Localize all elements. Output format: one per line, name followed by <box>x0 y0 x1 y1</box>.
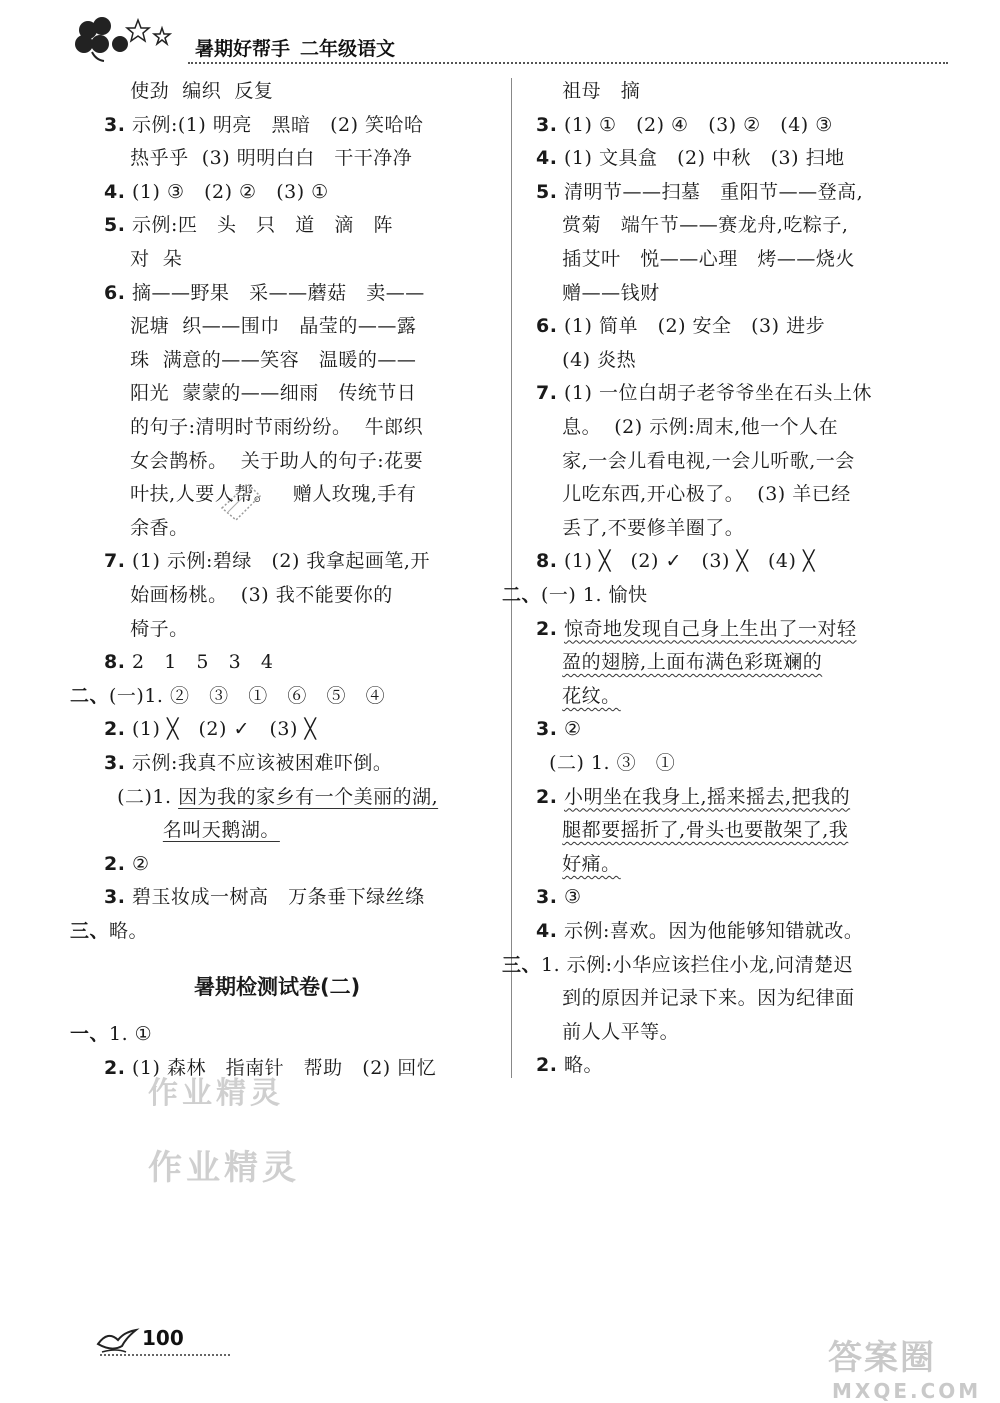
question-number: 5. <box>104 214 126 237</box>
question-number: 4. <box>536 920 558 942</box>
answer-line <box>70 918 148 944</box>
answer-line <box>536 212 848 238</box>
answer-text: 泥塘 织——围巾 晶莹的——露 <box>104 315 417 338</box>
answer-line <box>104 347 416 373</box>
answer-text: 珠 满意的——笑容 温暖的—— <box>104 348 417 371</box>
question-number: 3. <box>536 718 558 741</box>
answer-text: 摘——野果 采——蘑菇 卖—— <box>125 281 425 304</box>
question-number: 2. <box>104 1056 126 1079</box>
answer-text: 到的原因并记录下来。因为纪律面 <box>536 987 855 1010</box>
answer-line <box>536 145 845 171</box>
question-number: 7. <box>104 550 126 573</box>
answer-line <box>104 145 412 171</box>
question-number: 3. <box>104 752 126 774</box>
question-number: 4. <box>536 147 558 170</box>
answer-text: 女会鹊桥。 关于助人的句子:花要 <box>104 449 424 472</box>
question-number: 7. <box>536 382 558 405</box>
answer-text: (二) 1. ③ ① <box>536 752 676 774</box>
answer-line <box>536 985 855 1011</box>
answer-text: ② <box>125 852 150 875</box>
answer-text: (1) 文具盒 (2) 中秋 (3) 扫地 <box>557 147 845 170</box>
answer-text: 余香。 <box>104 516 189 539</box>
page-number: 100 <box>142 1326 184 1350</box>
answer-line <box>104 112 424 138</box>
answer-line <box>104 313 416 339</box>
answer-line <box>536 179 863 205</box>
answer-text: (二)1. <box>104 785 179 808</box>
answer-text: 1. ① <box>109 1023 153 1045</box>
answer-text: 示例:我真不应该被困难吓倒。 <box>125 752 393 774</box>
question-number: 2. <box>104 852 126 875</box>
answer-line <box>536 649 822 675</box>
answer-line <box>536 78 640 104</box>
answer-line <box>536 716 582 742</box>
answer-line <box>104 649 273 675</box>
answer-line <box>104 414 423 440</box>
answer-line <box>104 548 430 574</box>
clover-star-logo-icon <box>70 14 188 62</box>
flying-bird-icon <box>96 1322 140 1356</box>
underlined-answer: 名叫天鹅湖。 <box>162 819 280 842</box>
question-number: 2. <box>104 718 126 741</box>
answer-text: 对 朵 <box>104 248 183 270</box>
answer-line <box>104 851 150 877</box>
answer-text: 略。 <box>557 1054 603 1077</box>
answer-line <box>536 380 872 406</box>
answer-line <box>536 817 848 843</box>
underlined-answer: 花纹。 <box>562 684 621 707</box>
site-watermark-logo: 答案圈 MXQE.COM <box>828 1338 982 1403</box>
answer-text: 碧玉妆成一树高 万条垂下绿丝绦 <box>125 886 425 909</box>
answer-text: 赠——钱财 <box>536 281 660 304</box>
answer-line <box>536 112 833 138</box>
header-title: 暑期好帮手 二年级语文 <box>195 38 396 60</box>
answer-text: 插艾叶 悦——心理 烤——烧火 <box>536 248 855 270</box>
answer-text: 的句子:清明时节雨纷纷。 牛郎织 <box>104 416 424 438</box>
question-number: 3. <box>104 886 126 909</box>
answer-text <box>536 685 562 707</box>
underlined-answer: 小明坐在我身上,摇来摇去,把我的 <box>564 785 851 808</box>
answer-line <box>536 313 825 339</box>
underlined-answer: 好痛。 <box>562 852 621 875</box>
answer-line <box>536 750 675 776</box>
question-number: 8. <box>104 651 126 674</box>
answer-text: 前人人平等。 <box>536 1020 680 1043</box>
question-number: 6. <box>536 315 558 338</box>
answer-text: 赏菊 端午节——赛龙舟,吃粽子, <box>536 214 849 237</box>
answer-text: 祖母 摘 <box>536 80 641 102</box>
question-number: 三、 <box>502 953 542 976</box>
answer-line <box>104 817 280 843</box>
watermark-text: 作业精灵 <box>148 1148 300 1188</box>
question-number: 5. <box>536 180 558 203</box>
answer-line <box>104 246 182 272</box>
header-dotted-rule <box>188 62 948 64</box>
answer-text: 儿吃东西,开心极了。 (3) 羊已经 <box>536 483 851 506</box>
footer-dotted-rule <box>100 1354 230 1356</box>
question-number: 8. <box>536 550 558 573</box>
answer-text: (1) ╳ (2) ✓ (3) ╳ <box>125 718 317 741</box>
answer-text: 家,一会儿看电视,一会儿听歌,一会 <box>536 449 855 472</box>
answer-text: 示例:(1) 明亮 黑暗 (2) 笑哈哈 <box>125 113 424 136</box>
answer-text: ③ <box>557 886 582 909</box>
answer-text <box>536 853 562 875</box>
answer-text: 热乎乎 (3) 明明白白 干干净净 <box>104 147 413 170</box>
answer-text: 使劲 编织 反复 <box>104 80 274 102</box>
answer-text: (1) 示例:碧绿 (2) 我拿起画笔,开 <box>125 550 430 573</box>
question-number: 2. <box>536 1054 558 1077</box>
answer-line <box>104 448 423 474</box>
answer-text: 2 1 5 3 4 <box>125 651 274 674</box>
question-number: 4. <box>104 180 126 203</box>
answer-line <box>104 212 393 238</box>
column-divider <box>511 78 512 1078</box>
pencil-stamp-icon <box>218 478 266 526</box>
question-number: 2. <box>536 785 558 808</box>
question-number: 3. <box>536 886 558 909</box>
answer-line <box>536 784 850 810</box>
answer-line <box>536 884 582 910</box>
underlined-answer: 盈的翅膀,上面布满色彩斑斓的 <box>562 651 823 674</box>
answer-text: (一)1. ② ③ ① ⑥ ⑤ ④ <box>109 684 386 707</box>
answer-line <box>104 716 316 742</box>
answer-text: 息。 (2) 示例:周末,他一个人在 <box>536 416 839 438</box>
answer-text: 椅子。 <box>104 617 189 640</box>
answer-text: 略。 <box>109 920 149 942</box>
answer-text: (1) ╳ (2) ✓ (3) ╳ (4) ╳ <box>557 550 815 573</box>
question-number: 三、 <box>70 920 110 942</box>
answer-line <box>104 179 329 205</box>
page-header <box>70 14 950 64</box>
answer-text: 示例:喜欢。因为他能够知错就改。 <box>557 920 864 942</box>
answer-line <box>70 683 385 709</box>
section-title: 暑期检测试卷(二) <box>194 975 361 999</box>
question-number: 二、 <box>70 684 110 707</box>
question-number: 二、 <box>502 584 542 606</box>
answer-line <box>536 1019 679 1045</box>
answer-line <box>536 616 857 642</box>
answer-line <box>536 515 744 541</box>
answer-line <box>104 582 393 608</box>
answer-text <box>536 819 562 841</box>
answer-text: (1) 一位白胡子老爷爷坐在石头上休 <box>557 382 872 405</box>
answer-text: (1) ① (2) ④ (3) ② (4) ③ <box>557 113 833 136</box>
answer-text: (1) 简单 (2) 安全 (3) 进步 <box>557 315 826 338</box>
answer-line <box>536 347 636 373</box>
answer-text: 1. 示例:小华应该拦住小龙,问清楚迟 <box>541 953 854 976</box>
answer-text: 叶扶,人要人帮。 赠人玫瑰,手有 <box>104 483 417 506</box>
answer-text: ② <box>557 718 582 741</box>
answer-line <box>536 851 621 877</box>
watermark-text: 作业精灵 <box>148 1076 284 1111</box>
answer-line <box>104 884 425 910</box>
question-number: 3. <box>536 113 558 136</box>
answer-text <box>104 819 163 841</box>
answer-line <box>104 78 273 104</box>
answer-text: 丢了,不要修羊圈了。 <box>536 516 745 539</box>
question-number: 6. <box>104 281 126 304</box>
answer-line <box>104 380 416 406</box>
answer-line <box>536 481 851 507</box>
question-number: 2. <box>536 617 558 640</box>
answer-line <box>104 616 189 642</box>
answer-line <box>536 548 815 574</box>
answer-line <box>104 515 189 541</box>
answer-text: (4) 炎热 <box>536 348 637 371</box>
answer-text: 阳光 蒙蒙的——细雨 传统节日 <box>104 382 417 405</box>
answer-line <box>536 683 621 709</box>
answer-text: (一) 1. 愉快 <box>541 584 648 606</box>
answer-text: 示例:匹 头 只 道 滴 阵 <box>125 214 393 237</box>
answer-line <box>502 582 648 608</box>
question-number: 3. <box>104 113 126 136</box>
answer-line <box>536 246 855 272</box>
answer-text: (1) ③ (2) ② (3) ① <box>125 180 329 203</box>
answer-text <box>536 651 562 673</box>
answer-line <box>70 1021 152 1047</box>
answer-line <box>104 784 438 810</box>
answer-line <box>502 952 853 978</box>
answer-line <box>536 448 855 474</box>
answer-line <box>536 280 660 306</box>
answer-line <box>104 750 392 776</box>
answer-text: 始画杨桃。 (3) 我不能要你的 <box>104 584 393 606</box>
answer-line <box>536 918 863 944</box>
answer-line <box>104 280 425 306</box>
answer-line <box>536 1052 603 1078</box>
underlined-answer: 因为我的家乡有一个美丽的湖, <box>178 785 439 808</box>
underlined-answer: 惊奇地发现自己身上生出了一对轻 <box>564 617 857 640</box>
answer-text: 清明节——扫墓 重阳节——登高, <box>557 180 864 203</box>
answer-text: (1) 森林 指南针 帮助 (2) 回忆 <box>125 1056 437 1079</box>
underlined-answer: 腿都要摇折了,骨头也要散架了,我 <box>562 819 849 842</box>
question-number: 一、 <box>70 1023 110 1045</box>
answer-line <box>536 414 838 440</box>
